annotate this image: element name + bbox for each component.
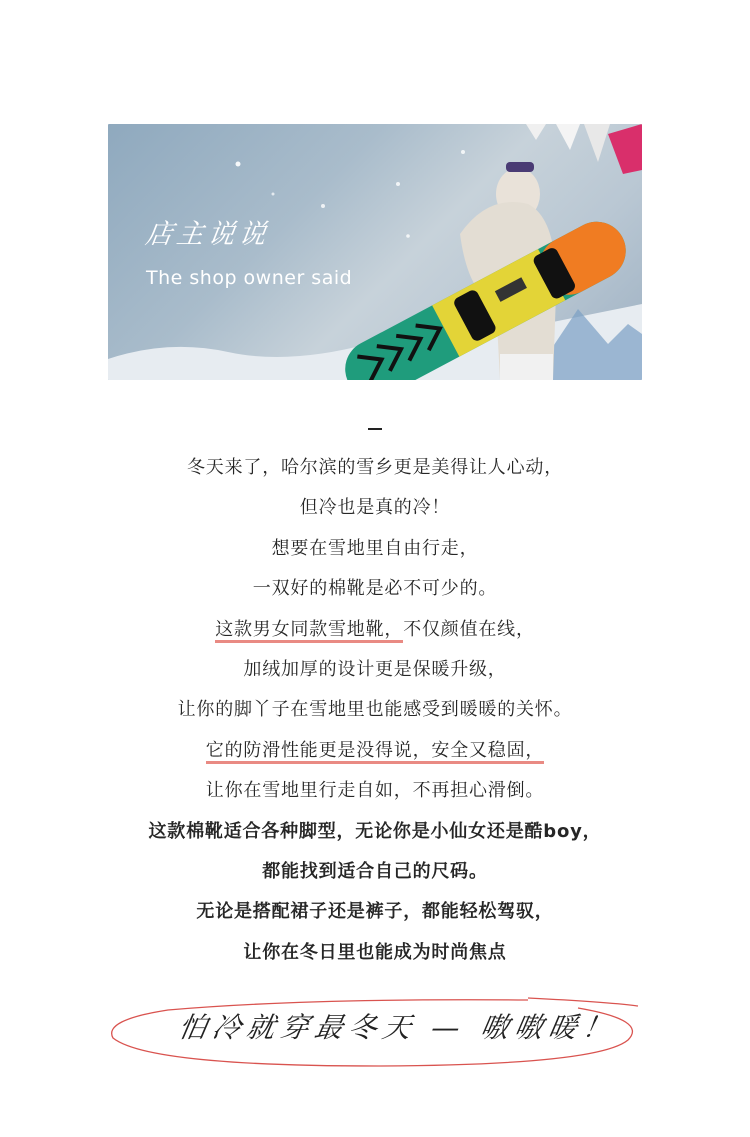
slogan-text: 怕冷就穿最冬天 — 嗷嗷暖！: [175, 1011, 620, 1044]
text-line: 让你在冬日里也能成为时尚焦点: [243, 941, 507, 963]
description-text: [0, 451, 750, 976]
banner-title-cn: 店主说说: [143, 219, 272, 250]
text-line: 冬天来了，哈尔滨的雪乡更是美得让人心动，: [187, 457, 563, 478]
text-line: 让你的脚丫子在雪地里也能感受到暖暖的关怀。: [177, 699, 573, 721]
text-line: 这款男女同款雪地靴，不仅颜值在线，: [0, 613, 750, 653]
banner-title-en: The shop owner said: [146, 267, 353, 289]
text-line: [0, 734, 750, 774]
text-line: 加绒加厚的设计更是保暖升级，: [243, 658, 507, 680]
highlight-text: 它的防滑性能更是没得说，安全又稳固，: [206, 740, 544, 764]
text-line: 让你在雪地里行走自如，不再担心滑倒。: [205, 780, 545, 802]
banner: [108, 124, 642, 380]
text-line: 一双好的棉靴是必不可少的。: [252, 578, 498, 600]
divider-dash: [368, 428, 382, 430]
text-line: 无论是搭配裙子还是裤子，都能轻松驾驭，: [196, 901, 554, 923]
banner-illustration: [108, 124, 642, 380]
footer-slogan: [108, 990, 653, 1070]
text-line: 这款棉靴适合各种脚型，无论你是小仙女还是酷boy，: [148, 820, 602, 842]
text-line: 都能找到适合自己的尺码。: [262, 860, 488, 882]
text-line: 但冷也是真的冷！: [299, 497, 451, 519]
text-line: 想要在雪地里自由行走，: [271, 537, 479, 559]
highlight-text: 这款男女同款雪地靴，: [215, 619, 403, 643]
